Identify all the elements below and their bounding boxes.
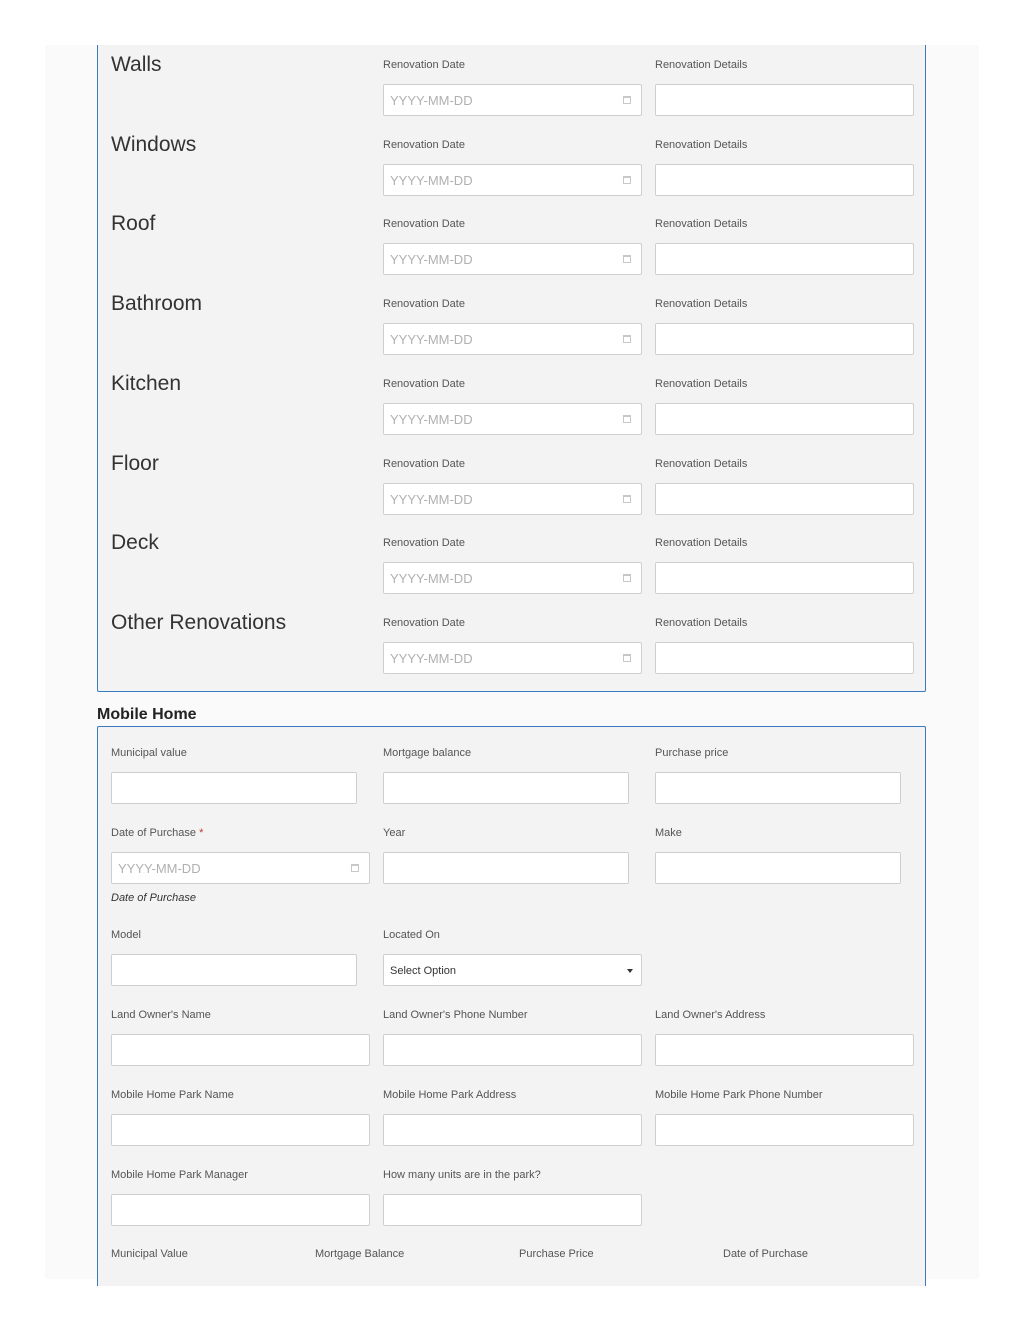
- renovation-date-label: Renovation Date: [383, 378, 465, 390]
- year-label: Year: [383, 827, 406, 839]
- renovation-date-input-walls[interactable]: [383, 84, 642, 116]
- table-header-purchase-price: Purchase Price: [519, 1248, 594, 1260]
- date-of-purchase-label: [111, 827, 203, 839]
- required-marker: *: [199, 827, 204, 839]
- renovation-details-input-windows[interactable]: [655, 164, 914, 196]
- table-header-mortgage-balance: Mortgage Balance: [315, 1248, 405, 1260]
- calendar-icon[interactable]: [623, 415, 631, 423]
- land-owner-name-input[interactable]: [111, 1034, 370, 1066]
- renovation-date-input-kitchen[interactable]: [383, 403, 642, 435]
- calendar-icon[interactable]: [623, 96, 631, 104]
- renovation-title-windows: Windows: [111, 133, 197, 156]
- date-placeholder: YYYY-MM-DD: [390, 332, 473, 347]
- model-input[interactable]: [111, 954, 357, 986]
- renovation-details-label: Renovation Details: [655, 617, 748, 629]
- park-manager-label: Mobile Home Park Manager: [111, 1169, 248, 1181]
- located-on-label: Located On: [383, 929, 440, 941]
- mobile-home-panel: [97, 726, 926, 1286]
- park-address-label: Mobile Home Park Address: [383, 1089, 517, 1101]
- date-placeholder: YYYY-MM-DD: [390, 93, 473, 108]
- date-placeholder: YYYY-MM-DD: [390, 412, 473, 427]
- calendar-icon[interactable]: [623, 574, 631, 582]
- renovation-date-input-windows[interactable]: [383, 164, 642, 196]
- land-owner-phone-label: Land Owner's Phone Number: [383, 1009, 528, 1021]
- renovation-date-label: Renovation Date: [383, 537, 465, 549]
- renovation-title-floor: Floor: [111, 452, 159, 475]
- renovation-details-label: Renovation Details: [655, 218, 748, 230]
- year-input[interactable]: [383, 852, 629, 884]
- renovation-details-label: Renovation Details: [655, 378, 748, 390]
- located-on-value: Select Option: [390, 965, 457, 977]
- renovation-details-label: Renovation Details: [655, 537, 748, 549]
- park-name-input[interactable]: [111, 1114, 370, 1146]
- purchase-price-input[interactable]: [655, 772, 901, 804]
- date-of-purchase-label-text: Date of Purchase: [111, 827, 196, 839]
- renovation-date-label: Renovation Date: [383, 218, 465, 230]
- calendar-icon[interactable]: [623, 495, 631, 503]
- calendar-icon[interactable]: [351, 864, 359, 872]
- renovation-details-label: Renovation Details: [655, 139, 748, 151]
- park-units-input[interactable]: [383, 1194, 642, 1226]
- renovation-date-input-bathroom[interactable]: [383, 323, 642, 355]
- date-placeholder: YYYY-MM-DD: [390, 571, 473, 586]
- renovation-details-input-deck[interactable]: [655, 562, 914, 594]
- located-on-select[interactable]: [383, 954, 642, 986]
- calendar-icon[interactable]: [623, 255, 631, 263]
- renovation-title-kitchen: Kitchen: [111, 372, 182, 395]
- park-name-label: Mobile Home Park Name: [111, 1089, 234, 1101]
- park-units-label: How many units are in the park?: [383, 1169, 541, 1181]
- renovation-date-input-roof[interactable]: [383, 243, 642, 275]
- renovation-details-input-bathroom[interactable]: [655, 323, 914, 355]
- renovation-date-input-floor[interactable]: [383, 483, 642, 515]
- model-label: Model: [111, 929, 141, 941]
- renovation-date-label: Renovation Date: [383, 59, 465, 71]
- table-header-date-of-purchase: Date of Purchase: [723, 1248, 808, 1260]
- calendar-icon[interactable]: [623, 335, 631, 343]
- date-of-purchase-hint: Date of Purchase: [111, 892, 196, 904]
- renovation-details-label: Renovation Details: [655, 59, 748, 71]
- renovation-title-other-renovations: Other Renovations: [111, 611, 287, 634]
- renovation-details-input-walls[interactable]: [655, 84, 914, 116]
- renovation-date-input-deck[interactable]: [383, 562, 642, 594]
- renovation-details-label: Renovation Details: [655, 458, 748, 470]
- caret-down-icon: [627, 969, 633, 973]
- date-of-purchase-input[interactable]: [111, 852, 370, 884]
- land-owner-phone-input[interactable]: [383, 1034, 642, 1066]
- renovation-details-input-other-renovations[interactable]: [655, 642, 914, 674]
- renovation-date-label: Renovation Date: [383, 617, 465, 629]
- park-phone-input[interactable]: [655, 1114, 914, 1146]
- park-manager-input[interactable]: [111, 1194, 370, 1226]
- calendar-icon[interactable]: [623, 176, 631, 184]
- renovations-panel: [97, 45, 926, 692]
- municipal-value-label: Municipal value: [111, 747, 187, 759]
- purchase-price-label: Purchase price: [655, 747, 729, 759]
- renovation-details-input-floor[interactable]: [655, 483, 914, 515]
- renovation-details-label: Renovation Details: [655, 298, 748, 310]
- park-phone-label: Mobile Home Park Phone Number: [655, 1089, 823, 1101]
- renovation-title-roof: Roof: [111, 212, 156, 235]
- renovation-details-input-roof[interactable]: [655, 243, 914, 275]
- park-address-input[interactable]: [383, 1114, 642, 1146]
- date-placeholder: YYYY-MM-DD: [118, 861, 201, 876]
- municipal-value-input[interactable]: [111, 772, 357, 804]
- renovation-date-label: Renovation Date: [383, 298, 465, 310]
- land-owner-name-label: Land Owner's Name: [111, 1009, 211, 1021]
- mobile-home-section-title: Mobile Home: [97, 706, 197, 723]
- mortgage-balance-input[interactable]: [383, 772, 629, 804]
- renovation-title-bathroom: Bathroom: [111, 292, 203, 315]
- renovation-details-input-kitchen[interactable]: [655, 403, 914, 435]
- land-owner-address-label: Land Owner's Address: [655, 1009, 766, 1021]
- renovation-date-label: Renovation Date: [383, 458, 465, 470]
- renovation-date-label: Renovation Date: [383, 139, 465, 151]
- calendar-icon[interactable]: [623, 654, 631, 662]
- mortgage-balance-label: Mortgage balance: [383, 747, 472, 759]
- renovation-title-walls: Walls: [111, 53, 162, 76]
- date-placeholder: YYYY-MM-DD: [390, 651, 473, 666]
- date-placeholder: YYYY-MM-DD: [390, 173, 473, 188]
- renovation-title-deck: Deck: [111, 531, 159, 554]
- date-placeholder: YYYY-MM-DD: [390, 492, 473, 507]
- date-placeholder: YYYY-MM-DD: [390, 252, 473, 267]
- make-input[interactable]: [655, 852, 901, 884]
- land-owner-address-input[interactable]: [655, 1034, 914, 1066]
- make-label: Make: [655, 827, 682, 839]
- table-header-municipal-value: Municipal Value: [111, 1248, 188, 1260]
- renovation-date-input-other-renovations[interactable]: [383, 642, 642, 674]
